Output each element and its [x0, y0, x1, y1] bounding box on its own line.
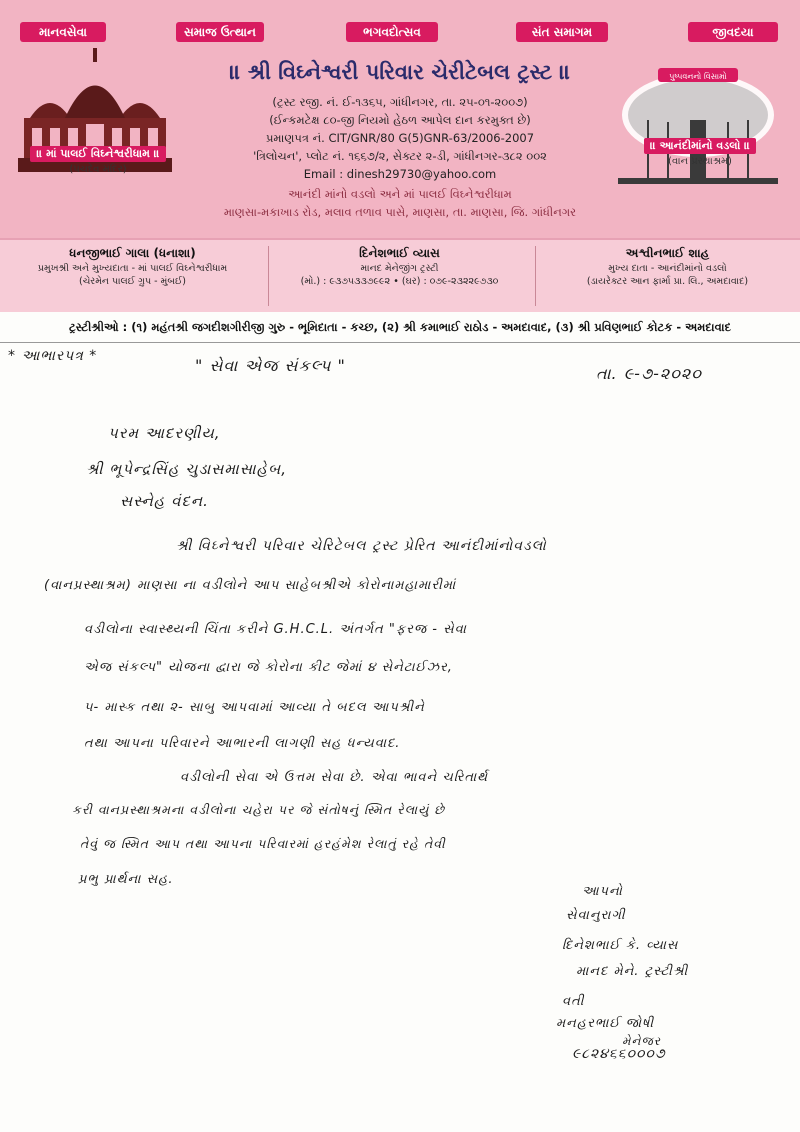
info-line-1: (ટ્રસ્ટ રજી. નં. ઈ-૧૩૬૫, ગાંધીનગર, તા. ૨૫-૦૧-૨૦૦૭) — [272, 95, 528, 109]
right-caption: ॥ આનંદીમાંનો વડલો ॥ — [610, 138, 790, 154]
manager-phone: ૯૮૨૪૬૬૦૦૦૭ — [572, 1046, 666, 1062]
tab-bhagvadotsav: ભગવદોત્સવ — [346, 22, 438, 42]
closing-2: સેવાનુરાગી — [566, 908, 626, 923]
trustees-line: ટ્રસ્ટીશ્રીઓ : (૧) મહંતશ્રી જગદીશગીરીજી ગુરુ - ભૂમિદાતા - કચ્છ, (૨) શ્રી કમાભાઈ રાઠોડ - અમદાવાદ, (૩) શ્રી પ્રવિણભાઈ કોટક - અમદાવાદ — [0, 312, 800, 343]
info-line-6: આનંદી માંનો વડલો અને માં પાલઈ વિઘ્નેશ્વરીધામ — [288, 187, 512, 201]
manager-title: મેનેજર — [622, 1034, 661, 1048]
tab-jivdaya: જીવદયા — [688, 22, 778, 42]
trustee-strip — [0, 238, 800, 312]
tab-samaj-utthan: સમાજ ઉત્થાન — [176, 22, 264, 42]
letter-heading: * આભારપત્ર * — [8, 348, 98, 364]
left-caption: ॥ માં પાલઈ વિઘ્નેશ્વરીધામ ॥ — [8, 146, 188, 162]
salutation-1: પરમ આદરણીય, — [108, 424, 221, 442]
body-line-3: વડીલોના સ્વાસ્થ્યની ચિંતા કરીને G.H.C.L. અંતર્ગત "ફરજ - સેવા — [84, 622, 467, 637]
letterhead — [0, 0, 800, 238]
signatory-title: માનદ મેને. ટ્રસ્ટીશ્રી — [576, 964, 689, 979]
signatory-name: દિનેશભાઈ કે. વ્યાસ — [562, 938, 679, 953]
person-role: પ્રમુખશ્રી અને મુખ્યદાતા - માં પાલઈ વિઘ્નેશ્વરીધામ — [37, 263, 228, 274]
body-line-7: વડીલોની સેવા એ ઉત્તમ સેવા છે. એવા ભાવને ચરિતાર્થ — [180, 770, 489, 785]
address-line: માણસા-મકાખાડ રોડ, મલાવ તળાવ પાસે, માણસા, તા. માણસા, જિ. ગાંધીનગર — [223, 205, 577, 219]
person-name: ધનજીભાઈ ગાલા (ધનાશા) — [69, 246, 196, 260]
letter-date: તા. ૯-૭-૨૦૨૦ — [596, 364, 702, 383]
info-line-4: 'ત્રિલોચન', પ્લોટ નં. ૧૬૬૭/૨, સેક્ટર ૨-ડી, ગાંધીનગર-૩૮૨ ૦૦૨ — [253, 149, 547, 163]
salutation-3: સસ્નેહ વંદન. — [120, 492, 209, 510]
person-chief-donor — [540, 246, 795, 287]
info-line-2: (ઈન્કમટેક્ષ ૮૦-જી નિયમો હેઠળ આપેલ દાન કરમુક્ત છે) — [269, 113, 531, 127]
person-role: માનદ મેનેજીંગ ટ્રસ્ટી — [360, 263, 439, 274]
divider — [268, 246, 269, 306]
body-line-10: પ્રભુ પ્રાર્થના સહ. — [78, 872, 174, 887]
info-line-3: પ્રમાણપત્ર નં. CIT/GNR/80 G(5)GNR-63/2006-2007 — [265, 131, 535, 145]
person-name: અશ્વીનભાઈ શાહ — [625, 246, 710, 260]
right-subcaption: (વાન પ્રસ્થાશ્રમ) — [668, 156, 732, 167]
body-line-9: તેવું જ સ્મિત આપ તથા આપના પરિવારમાં હરહંમેશ રેલાતું રહે તેવી — [80, 836, 446, 851]
left-subcaption: (પંચદેવ મંદિર) — [69, 164, 127, 175]
manager-name: મનહરભાઈ જોષી — [556, 1016, 655, 1031]
banyan-tree-illustration — [618, 60, 778, 190]
header-tabs — [0, 10, 800, 46]
person-phone: (મો.) : ૯૩૭૫૩૩૭૯૯૨ • (ઘર) : ૦૭૯-૨૩૨૨૯૭૩૦ — [300, 276, 499, 287]
body-line-1: શ્રી વિઘ્નેશ્વરી પરિવાર ચેરિટેબલ ટ્રસ્ટ પ્રેરિત આનંદીમાંનોવડલો — [176, 538, 547, 554]
salutation-2: શ્રી ભૂપેન્દ્રસિંહ ચુડાસમાસાહેબ, — [86, 460, 288, 478]
banner-text: પુષ્પવનનો વિસામો — [669, 72, 727, 81]
divider — [535, 246, 536, 306]
person-role: મુખ્ય દાતા - આનંદીમાંનો વડલો — [608, 263, 727, 274]
person-managing-trustee — [272, 246, 527, 287]
email-line: Email : dinesh29730@yahoo.com — [303, 167, 497, 181]
person-detail: (ડાયરેક્ટર આન ફાર્મા પ્રા. લિ., અમદાવાદ) — [586, 276, 749, 287]
body-line-5: ૫- માસ્ક તથા ૨- સાબુ આપવામાં આવ્યા તે બદલ આપશ્રીને — [84, 700, 425, 715]
person-detail: (ચેરમેન પાલઈ ગ્રુપ - મુંબઈ) — [79, 276, 186, 287]
trust-title: ॥ શ્રી વિઘ્નેશ્વરી પરિવાર ચેરીટેબલ ટ્રસ્ટ ॥ — [229, 60, 571, 84]
body-line-8: કરી વાનપ્રસ્થાશ્રમના વડીલોના ચહેરા પર જે સંતોષનું સ્મિત રેલાયું છે — [72, 802, 445, 817]
tab-sant-samagam: સંત સમાગમ — [516, 22, 608, 42]
body-line-4: એજ સંકલ્પ" યોજના દ્વારા જે કોરોના કીટ જેમાં ૪ સેનેટાઈઝર, — [84, 660, 453, 675]
body-line-6: તથા આપના પરિવારને આભારની લાગણી સહ ધન્યવાદ. — [84, 736, 401, 751]
on-behalf: વતી — [562, 994, 585, 1009]
closing-1: આપનો — [582, 884, 623, 899]
letter-motto: " સેવા એજ સંકલ્પ " — [195, 356, 346, 375]
body-line-2: (વાનપ્રસ્થાશ્રમ) માણસા ના વડીલોને આપ સાહેબશ્રીએ કોરોનામહામારીમાં — [44, 578, 457, 593]
person-president — [5, 246, 260, 287]
person-name: દિનેશભાઈ વ્યાસ — [359, 246, 440, 260]
tab-manavseva: માનવસેવા — [20, 22, 106, 42]
